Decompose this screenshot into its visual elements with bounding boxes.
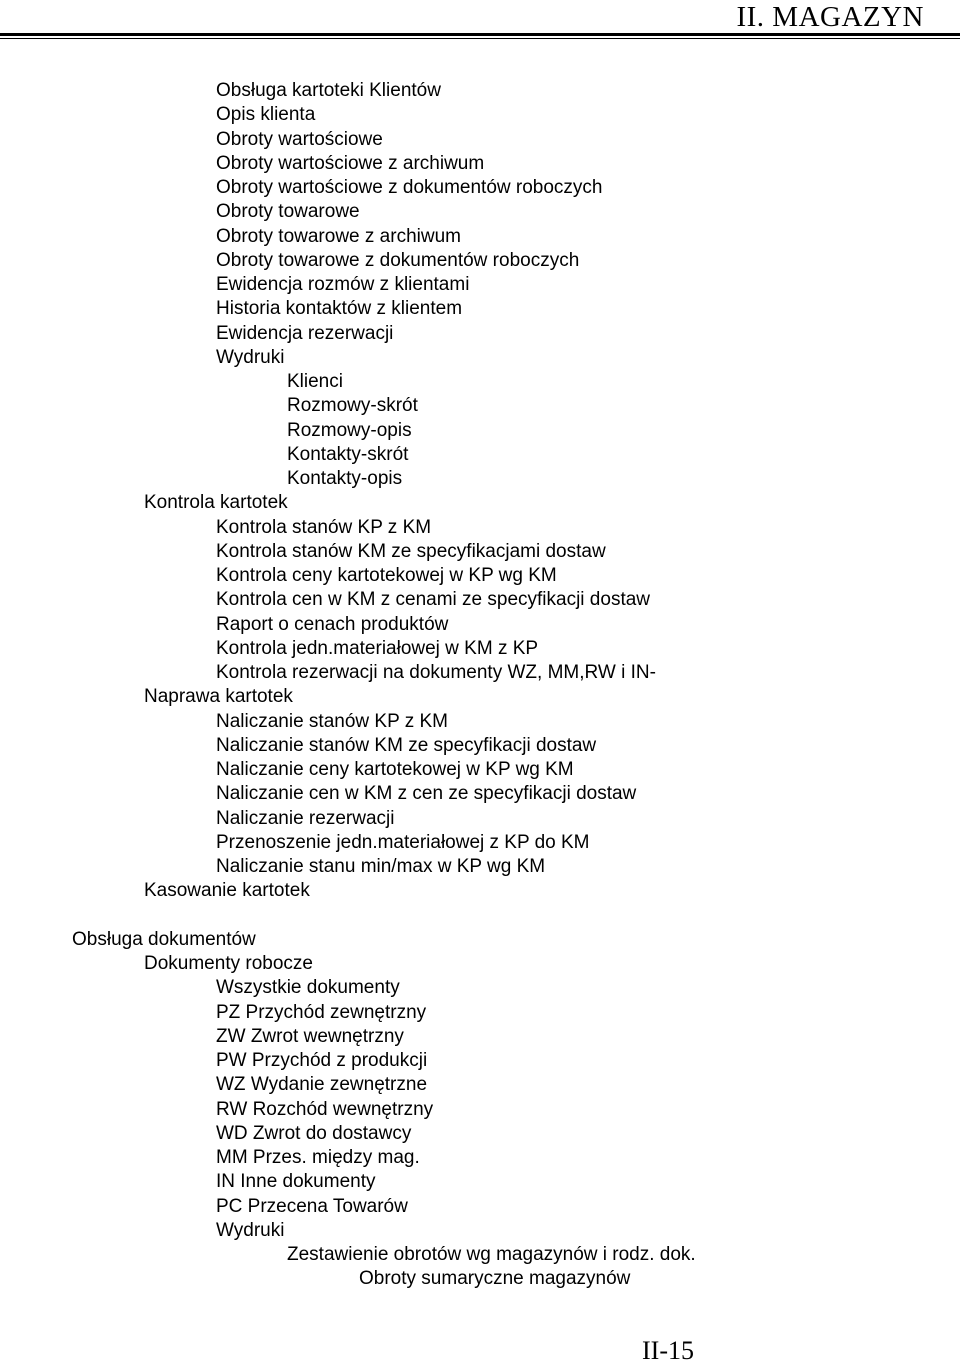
menu-item-level-2 xyxy=(0,782,960,806)
menu-item-level-2 xyxy=(0,1170,960,1194)
menu-item-label: Wydruki xyxy=(216,1219,285,1241)
menu-item-level-2 xyxy=(0,540,960,564)
menu-item-label: Opis klienta xyxy=(216,104,316,126)
menu-outline xyxy=(0,79,960,1292)
menu-item-level-2 xyxy=(0,346,960,370)
menu-item-label: Raport o cenach produktów xyxy=(216,613,449,635)
menu-item-level-2 xyxy=(0,322,960,346)
menu-item-label: Obroty towarowe z archiwum xyxy=(216,225,461,247)
menu-item-label: Naliczanie stanu min/max w KP wg KM xyxy=(216,856,546,877)
menu-item-label: Kasowanie kartotek xyxy=(144,880,310,902)
menu-item-label: Naliczanie stanów KP z KM xyxy=(216,710,448,732)
menu-item-level-2 xyxy=(0,588,960,612)
menu-item-level-2 xyxy=(0,1049,960,1073)
menu-item-level-2 xyxy=(0,152,960,176)
menu-item-level-2 xyxy=(0,516,960,540)
menu-item-label: Ewidencja rozmów z klientami xyxy=(216,274,470,295)
menu-item-level-2 xyxy=(0,661,960,685)
menu-item-label: MM Przes. między mag. xyxy=(216,1147,420,1168)
menu-item-label: Zestawienie obrotów wg magazynów i rodz. dok. xyxy=(287,1244,696,1265)
section-spacer xyxy=(0,904,960,928)
menu-item-level-3 xyxy=(0,1243,960,1267)
menu-item-level-2 xyxy=(0,807,960,831)
menu-item-label: Dokumenty robocze xyxy=(144,953,313,974)
menu-item-label: Kontrola ceny kartotekowej w KP wg KM xyxy=(216,565,557,586)
menu-item-label: Obsługa dokumentów xyxy=(72,928,256,950)
menu-item-level-2 xyxy=(0,79,960,103)
menu-item-level-2 xyxy=(0,1001,960,1025)
menu-item-level-1 xyxy=(0,879,960,903)
menu-item-label: Obsługa kartoteki Klientów xyxy=(216,80,441,101)
menu-item-label: Obroty wartościowe z dokumentów roboczych xyxy=(216,177,603,198)
menu-item-label: Wszystkie dokumenty xyxy=(216,977,400,999)
menu-item-label: Kontrola cen w KM z cenami ze specyfikacji dostaw xyxy=(216,589,651,611)
menu-item-label: Przenoszenie jedn.materiałowej z KP do KM xyxy=(216,831,590,853)
menu-item-label: PC Przecena Towarów xyxy=(216,1195,408,1217)
menu-item-level-1 xyxy=(0,952,960,976)
menu-item-level-2 xyxy=(0,297,960,321)
menu-item-label: IN Inne dokumenty xyxy=(216,1171,376,1193)
menu-item-level-2 xyxy=(0,758,960,782)
menu-item-label: Naprawa kartotek xyxy=(144,686,293,708)
menu-item-label: Historia kontaktów z klientem xyxy=(216,298,463,320)
menu-item-label: PW Przychód z produkcji xyxy=(216,1050,428,1071)
menu-item-level-3 xyxy=(0,467,960,491)
menu-item-level-2 xyxy=(0,710,960,734)
menu-item-label: Kontrola kartotek xyxy=(144,492,288,514)
menu-item-level-2 xyxy=(0,225,960,249)
menu-item-label: Naliczanie rezerwacji xyxy=(216,807,395,829)
menu-item-label: Kontrola rezerwacji na dokumenty WZ, MM,RW i IN- xyxy=(216,662,656,683)
header-rule-thin xyxy=(0,38,960,39)
menu-item-level-2 xyxy=(0,103,960,127)
menu-item-label: Obroty wartościowe z archiwum xyxy=(216,152,485,174)
menu-item-level-4 xyxy=(0,1267,960,1291)
page-number: II-15 xyxy=(642,1336,694,1365)
menu-item-level-2 xyxy=(0,976,960,1000)
menu-item-level-3 xyxy=(0,443,960,467)
menu-item-label: Kontakty-opis xyxy=(287,468,403,489)
menu-item-level-2 xyxy=(0,1122,960,1146)
menu-item-label: Naliczanie stanów KM ze specyfikacji dostaw xyxy=(216,734,597,756)
menu-item-level-3 xyxy=(0,370,960,394)
menu-item-label: Kontakty-skrót xyxy=(287,443,409,465)
menu-item-level-2 xyxy=(0,273,960,297)
menu-item-label: Obroty towarowe xyxy=(216,201,360,223)
menu-item-label: Ewidencja rezerwacji xyxy=(216,322,394,344)
menu-item-label: Kontrola stanów KP z KM xyxy=(216,516,432,538)
menu-item-label: Rozmowy-skrót xyxy=(287,395,418,417)
menu-item-label: WD Zwrot do dostawcy xyxy=(216,1122,412,1144)
menu-item-label: Obroty towarowe z dokumentów roboczych xyxy=(216,249,580,271)
menu-item-level-2 xyxy=(0,1195,960,1219)
menu-item-level-3 xyxy=(0,394,960,418)
page-header-title: II. MAGAZYN xyxy=(736,1,924,33)
menu-item-level-3 xyxy=(0,419,960,443)
menu-item-level-2 xyxy=(0,249,960,273)
menu-item-label: ZW Zwrot wewnętrzny xyxy=(216,1025,404,1047)
menu-item-level-2 xyxy=(0,564,960,588)
header-rule-thick xyxy=(0,33,960,36)
menu-item-level-1 xyxy=(0,685,960,709)
menu-item-level-2 xyxy=(0,128,960,152)
menu-item-label: Rozmowy-opis xyxy=(287,419,412,441)
menu-item-label: Naliczanie ceny kartotekowej w KP wg KM xyxy=(216,759,574,780)
menu-item-level-2 xyxy=(0,855,960,879)
menu-item-label: Obroty wartościowe xyxy=(216,128,383,150)
menu-item-label: Obroty sumaryczne magazynów xyxy=(359,1268,631,1290)
menu-item-level-2 xyxy=(0,831,960,855)
menu-item-level-2 xyxy=(0,637,960,661)
menu-item-label: Kontrola stanów KM ze specyfikacjami dostaw xyxy=(216,540,606,562)
menu-item-label: PZ Przychód zewnętrzny xyxy=(216,1001,427,1023)
menu-item-level-2 xyxy=(0,1025,960,1049)
menu-item-level-2 xyxy=(0,734,960,758)
menu-item-label: WZ Wydanie zewnętrzne xyxy=(216,1074,428,1096)
menu-item-level-2 xyxy=(0,200,960,224)
menu-item-level-1 xyxy=(0,491,960,515)
menu-item-label: Kontrola jedn.materiałowej w KM z KP xyxy=(216,637,539,659)
menu-item-level-2 xyxy=(0,1098,960,1122)
menu-item-label: RW Rozchód wewnętrzny xyxy=(216,1098,434,1120)
menu-item-level-2 xyxy=(0,1219,960,1243)
menu-item-level-0 xyxy=(0,928,960,952)
menu-item-level-2 xyxy=(0,176,960,200)
menu-item-level-2 xyxy=(0,613,960,637)
menu-item-label: Klienci xyxy=(287,371,343,392)
menu-item-label: Naliczanie cen w KM z cen ze specyfikacji dostaw xyxy=(216,783,637,805)
menu-item-label: Wydruki xyxy=(216,346,285,368)
menu-item-level-2 xyxy=(0,1146,960,1170)
menu-item-level-2 xyxy=(0,1073,960,1097)
